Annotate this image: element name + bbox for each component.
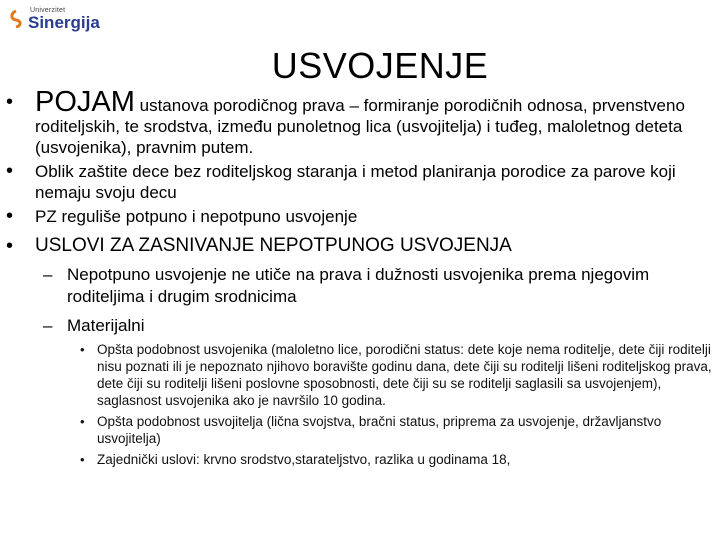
sub-bullet-nepotpuno [0, 264, 720, 308]
bullet-icon: • [6, 205, 14, 227]
bullet-icon: • [6, 160, 14, 182]
oblik-text: Oblik zaštite dece bez roditeljskog staranja i metod planiranja porodice za parove koji nemaju svoju decu [35, 162, 676, 202]
bullet-icon: • [6, 91, 14, 113]
ss1-text: Opšta podobnost usvojenika (maloletno lice, porodični status: dete koje nema roditelje, dete čiji roditelji nisu poznati ili je nepoznato njihovo boravište godinu dana, dete čiji su roditelji lišeni roditeljskog prava, dete čiji su roditelji lišeni poslovne sposobnosti, dete čiji su se roditelji saglasili sa usvojenjem), saglasnost usvojenika ako je navršilo 10 godina. [97, 342, 712, 408]
bullet-pojam [0, 86, 720, 158]
slide-content [0, 86, 720, 468]
pz-text: PZ reguliše potpuno i nepotpuno usvojenje [35, 207, 358, 226]
dash-icon: – [43, 316, 53, 335]
sinergija-logo [6, 6, 100, 34]
bullet-uslovi [0, 235, 720, 257]
uslovi-text: USLOVI ZA ZASNIVANJE NEPOTPUNOG USVOJENJA [35, 235, 512, 256]
pojam-text: ustanova porodičnog prava – formiranje porodičnih odnosa, prvenstveno roditeljskih, te srodstva, između punoletnog lica (usvojitelja) i tuđeg, maloletnog deteta (usvojenika), pravnim putem. [35, 96, 685, 157]
bullet-icon: • [6, 235, 14, 257]
pojam-term: POJAM [35, 86, 135, 118]
slide-title: USVOJENJE [271, 45, 489, 86]
bullet-icon: • [80, 414, 85, 429]
dash-icon: – [43, 265, 53, 284]
logo-university-text: Univerzitet [30, 7, 66, 14]
logo-name-text: Sinergija [28, 13, 100, 32]
ss2-text: Opšta podobnost usvojitelja (lična svojstva, bračni status, priprema za usvojenje, državljanstvo usvojitelja) [97, 414, 662, 446]
bullet-pz [0, 206, 720, 227]
subsub-bullet-usvojitelj [0, 413, 720, 447]
subsub-bullet-usvojenik [0, 341, 720, 409]
sub-bullet-materijalni [0, 315, 720, 337]
subsub-bullet-zajednicki [0, 451, 720, 468]
logo-mark-icon [8, 10, 24, 28]
ss3-text: Zajednički uslovi: krvno srodstvo,starateljstvo, razlika u godinama 18, [97, 452, 511, 467]
sub1-text: Nepotpuno usvojenje ne utiče na prava i dužnosti usvojenika prema njegovim roditeljima i drugim srodnicima [67, 265, 650, 306]
sub2-text: Materijalni [67, 316, 145, 335]
bullet-oblik [0, 161, 720, 203]
bullet-icon: • [80, 452, 85, 467]
bullet-icon: • [80, 342, 85, 357]
